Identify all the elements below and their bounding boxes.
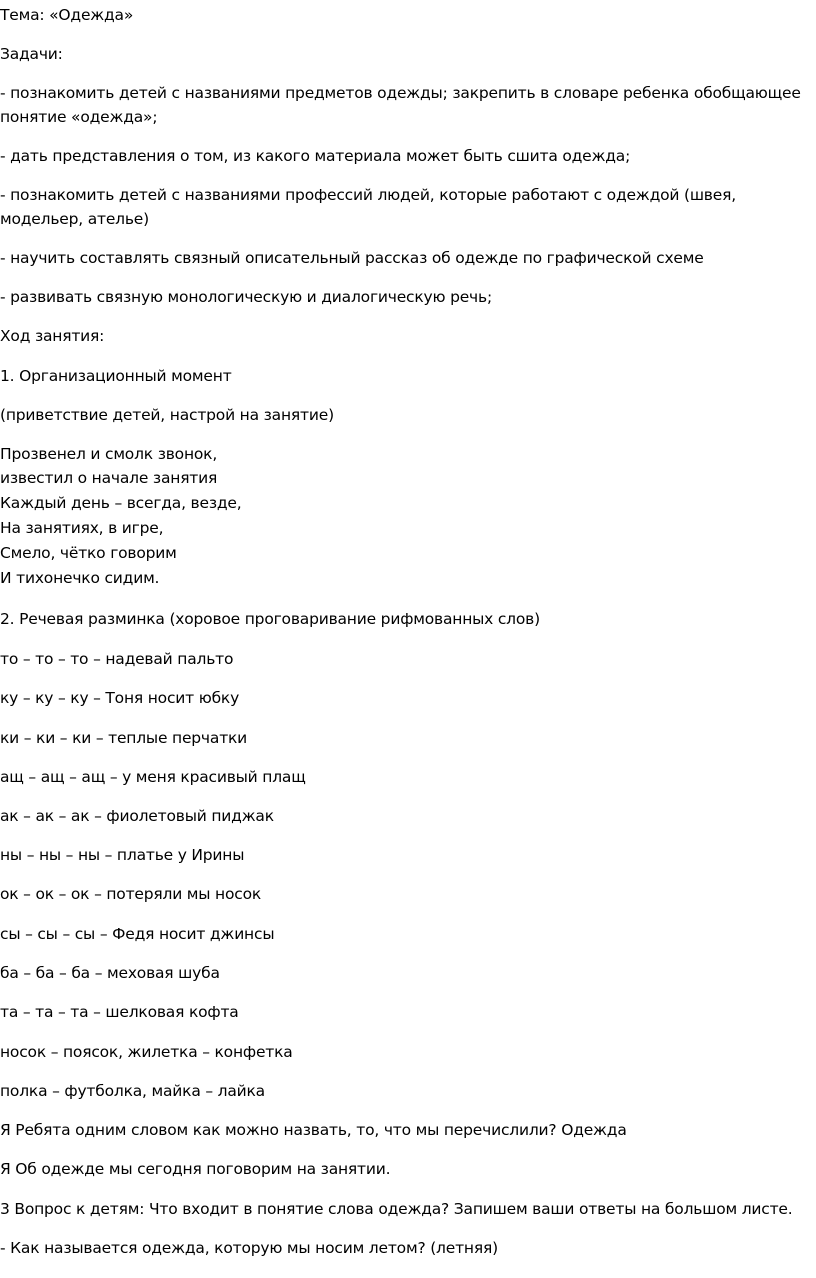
task-line: - дать представления о том, из какого материала может быть сшита одежда; xyxy=(0,147,631,165)
step2-title: 2. Речевая разминка (хоровое проговаривание рифмованных слов) xyxy=(0,610,540,628)
poem-line: Каждый день – всегда, везде, xyxy=(0,494,242,512)
dialogue-line: Я Ребята одним словом как можно назвать, то, что мы перечислили? Одежда xyxy=(0,1121,627,1139)
rhyme-line: полка – футболка, майка – лайка xyxy=(0,1082,265,1100)
question-line: - Как называется одежда, которую мы носим летом? (летняя) xyxy=(0,1239,498,1257)
step3-question: 3 Вопрос к детям: Что входит в понятие слова одежда? Запишем ваши ответы на большом листе. xyxy=(0,1200,793,1218)
task-line: - познакомить детей с названиями профессий людей, которые работают с одеждой (швея, xyxy=(0,186,736,204)
step1-note: (приветствие детей, настрой на занятие) xyxy=(0,406,334,424)
lesson-heading: Ход занятия: xyxy=(0,327,105,345)
rhyme-line: сы – сы – сы – Федя носит джинсы xyxy=(0,925,275,943)
rhyme-line: та – та – та – шелковая кофта xyxy=(0,1003,239,1021)
task-line: - познакомить детей с названиями предметов одежды; закрепить в словаре ребенка обобщающее xyxy=(0,84,801,102)
rhyme-line: ащ – ащ – ащ – у меня красивый плащ xyxy=(0,768,306,786)
task-line: модельер, ателье) xyxy=(0,210,149,228)
step1-title: 1. Организационный момент xyxy=(0,367,232,385)
poem-line: известил о начале занятия xyxy=(0,469,218,487)
rhyme-line: ак – ак – ак – фиолетовый пиджак xyxy=(0,807,274,825)
rhyme-line: носок – поясок, жилетка – конфетка xyxy=(0,1043,293,1061)
rhyme-line: то – то – то – надевай пальто xyxy=(0,650,234,668)
rhyme-line: ок – ок – ок – потеряли мы носок xyxy=(0,885,262,903)
rhyme-line: ны – ны – ны – платье у Ирины xyxy=(0,846,245,864)
dialogue-line: Я Об одежде мы сегодня поговорим на занятии. xyxy=(0,1160,391,1178)
rhyme-line: ки – ки – ки – теплые перчатки xyxy=(0,729,248,747)
topic-heading: Тема: «Одежда» xyxy=(0,6,134,24)
poem-line: На занятиях, в игре, xyxy=(0,519,164,537)
poem-line: Смело, чётко говорим xyxy=(0,544,177,562)
poem-line: И тихонечко сидим. xyxy=(0,569,160,587)
task-line: понятие «одежда»; xyxy=(0,108,158,126)
rhyme-line: ба – ба – ба – меховая шуба xyxy=(0,964,220,982)
poem-line: Прозвенел и смолк звонок, xyxy=(0,445,218,463)
tasks-heading: Задачи: xyxy=(0,45,63,63)
rhyme-line: ку – ку – ку – Тоня носит юбку xyxy=(0,689,240,707)
task-line: - развивать связную монологическую и диалогическую речь; xyxy=(0,288,492,306)
task-line: - научить составлять связный описательный рассказ об одежде по графической схеме xyxy=(0,249,704,267)
